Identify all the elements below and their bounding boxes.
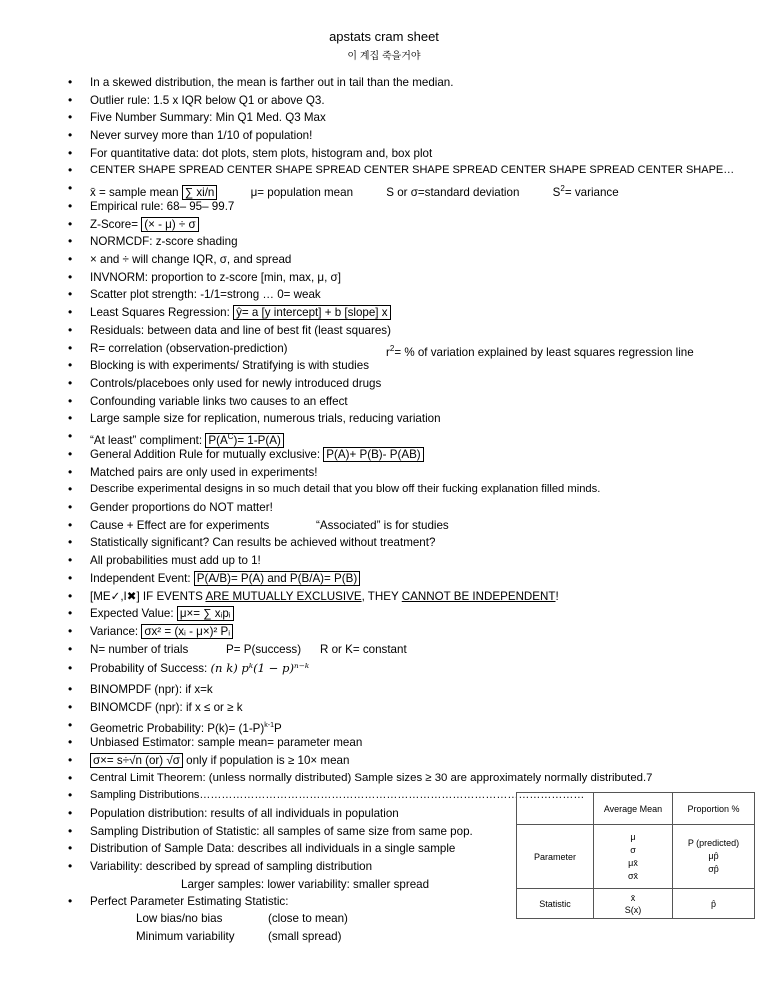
variability-note: Larger samples: lower variability: smaller spread [181,878,430,891]
binomial-formula: (n k) pᵏ(1 − p)ⁿ⁻ᵏ [210,661,310,675]
formula-box: P(A)+ P(B)- P(AB) [323,447,423,462]
formula-box: σx² = (xᵢ - μ×)² Pᵢ [141,624,233,639]
formula-box: ŷ= a [y intercept] + b [slope] x [233,305,390,320]
page-title: apstats cram sheet [329,29,439,44]
table-cell: p̂ [673,889,755,919]
table-cell: μ σ μx̄ σx̄ [594,825,673,889]
close-mean-label: (close to mean) [268,912,348,925]
page-subtitle: 이 계집 죽을거야 [347,51,421,62]
low-bias-label: Low bias/no bias [136,912,223,925]
table-cell: x̄ S(x) [594,889,673,919]
formula-box: P(A/B)= P(A) and P(B/A)= P(B) [194,571,360,586]
parameter-statistic-table [516,792,755,919]
table-header-mean: Average Mean [594,793,673,825]
min-variability-label: Minimum variability [136,930,235,943]
table-header-proportion: Proportion % [673,793,755,825]
formula-box: (× - μ) ÷ σ [141,217,198,232]
table-corner [517,793,594,825]
table-row-label: Parameter [517,825,594,889]
formula-box: ∑ xi/n [182,185,218,200]
small-spread-label: (small spread) [268,930,342,943]
formula-box: μ×= ∑ xᵢpᵢ [177,606,234,621]
formula-box: σ×= s÷√n (or) √σ [90,753,183,768]
formula-box: $P(A^C)= 1-P(A)$ [205,433,283,448]
table-row-label: Statistic [517,889,594,919]
table-cell: P (predicted) μp̂ σp̂ [673,825,755,889]
